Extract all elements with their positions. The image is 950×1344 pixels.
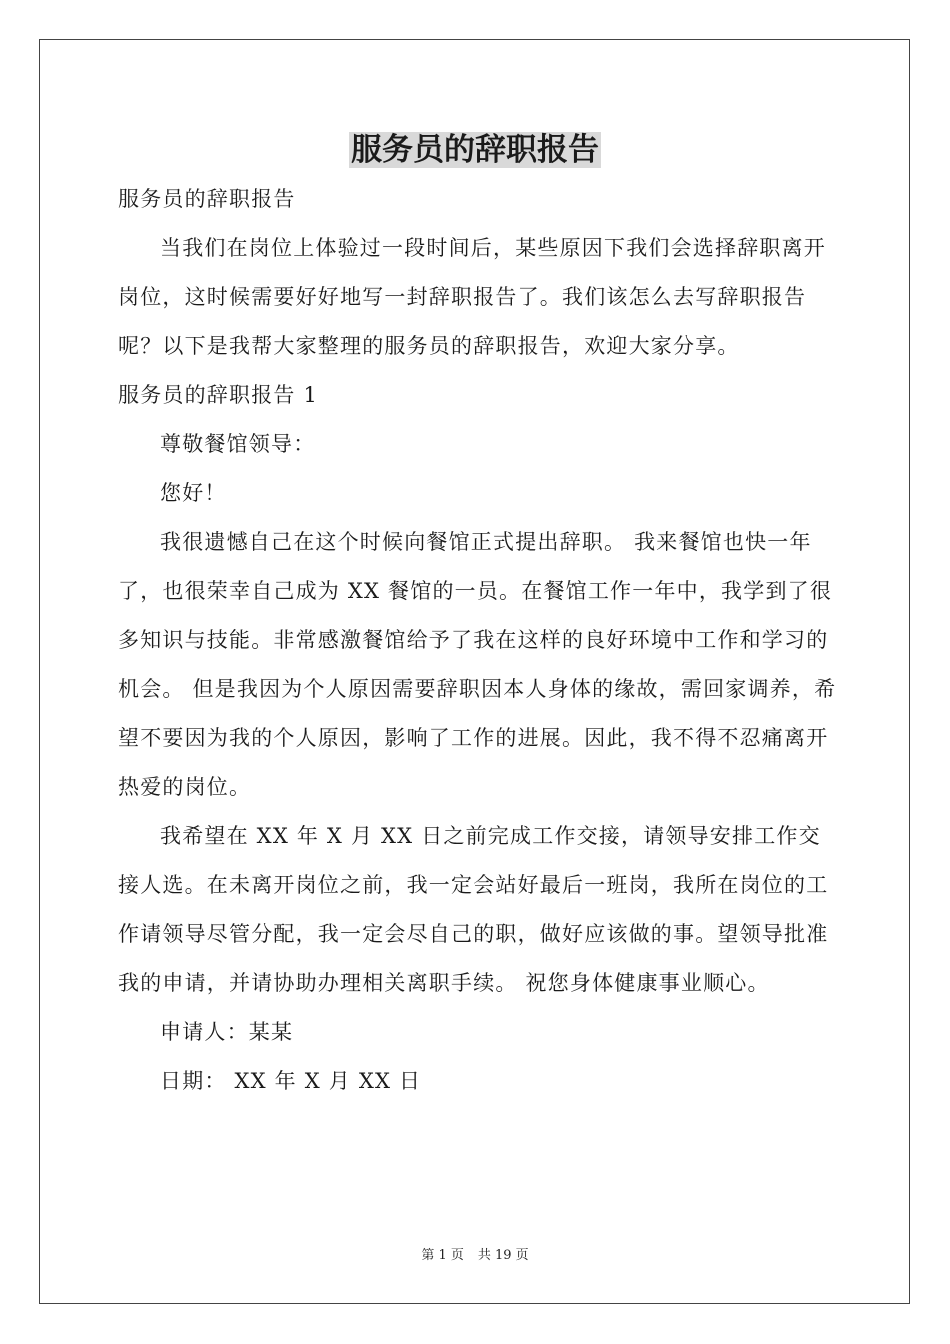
page-number: 第 1 页	[421, 1248, 464, 1263]
document-title	[0, 128, 950, 172]
section-heading: 服务员的辞职报告 1	[118, 383, 319, 407]
page-total: 共 19 页	[477, 1248, 529, 1263]
date-line: 日期： XX 年 X 月 XX 日	[160, 1069, 422, 1093]
intro-paragraph: 当我们在岗位上体验过一段时间后，某些原因下我们会选择辞职离开岗位，这时候需要好好地写一封辞职报告了。我们该怎么去写辞职报告呢？以下是我帮大家整理的服务员的辞职报告，欢迎大家分享。	[118, 236, 826, 358]
applicant-line: 申请人：某某	[160, 1020, 294, 1044]
subtitle: 服务员的辞职报告	[118, 187, 296, 211]
salutation: 尊敬餐馆领导：	[160, 432, 316, 456]
document-title-text: 服务员的辞职报告	[351, 132, 599, 168]
greeting: 您好！	[160, 481, 227, 505]
body-paragraph-2: 我希望在 XX 年 X 月 XX 日之前完成工作交接，请领导安排工作交接人选。在未离开岗位之前，我一定会站好最后一班岗，我所在岗位的工作请领导尽管分配，我一定会尽自己的职，做好应该做的事。望领导批准我的申请，并请协助办理相关离职手续。 祝您身体健康事业顺心。	[118, 824, 829, 995]
body-paragraph-1: 我很遗憾自己在这个时候向餐馆正式提出辞职。 我来餐馆也快一年了，也很荣幸自己成为 XX 餐馆的一员。在餐馆工作一年中，我学到了很多知识与技能。非常感激餐馆给予了我在这样的良好环境中工作和学习的机会。 但是我因为个人原因需要辞职因本人身体的缘故，需回家调养，希望不要因为我的个人原因，影响了工作的进展。因此，我不得不忍痛离开热爱的岗位。	[118, 530, 837, 799]
document-body	[118, 175, 838, 1106]
page-footer	[0, 1247, 950, 1265]
